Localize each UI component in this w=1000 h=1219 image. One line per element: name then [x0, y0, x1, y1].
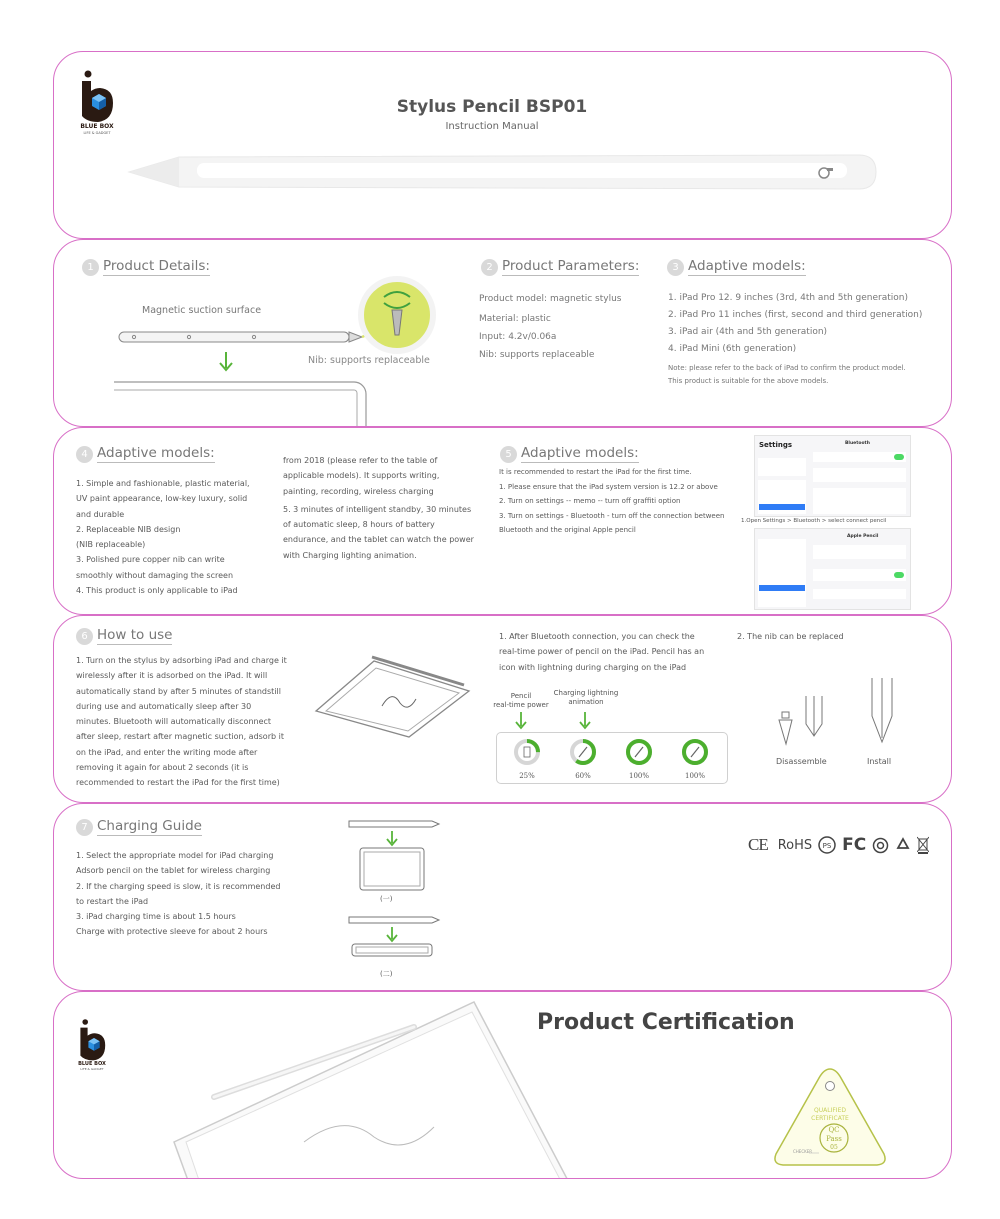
settings-screenshot-2	[754, 528, 911, 610]
header-panel	[53, 51, 952, 239]
battery-icon	[524, 747, 530, 757]
badge-stamp: 05	[830, 1144, 838, 1151]
step-two-label: (二)	[380, 970, 393, 978]
battery-levels-box	[496, 732, 728, 784]
certification-marks	[748, 835, 929, 855]
specs-panel	[53, 239, 952, 427]
nib-label: Nib: supports replaceable	[308, 355, 430, 366]
model-item: 1. iPad Pro 12. 9 inches (3rd, 4th and 5th generation)	[668, 293, 909, 303]
certification-logo	[74, 1018, 110, 1074]
recycle-icon	[895, 837, 911, 853]
badge-footer: CHECKER	[793, 1149, 813, 1154]
model-item: 3. iPad air (4th and 5th generation)	[668, 327, 828, 337]
parameters-heading: 2 Product Parameters:	[481, 258, 639, 276]
nib-illustration	[774, 676, 904, 751]
features-col2: from 2018 (please refer to the table of applicable models). It supports writing, painting, recording, wireless charging 5. 3 minutes of intelligent standby, 30 minutes of automatic sleep, 8 hours of battery endurance, and the tablet can watch the power with Charging lighting animation.	[283, 456, 474, 560]
badge-line: CERTIFICATE	[811, 1115, 849, 1122]
features-heading: 4 Adaptive models:	[76, 445, 215, 463]
parameter-line: Product model: magnetic stylus	[479, 294, 622, 304]
pencil-icon	[579, 747, 587, 757]
apple-pencil-title: Apple Pencil	[847, 534, 879, 539]
brand-tagline: LIFE & GADGET	[83, 131, 111, 135]
charging-illustration	[344, 816, 454, 971]
features-col1: 1. Simple and fashionable, plastic material, UV paint appearance, low-key luxury, solid and durable 2. Replaceable NIB design (NIB replaceable) 3. Polished pure copper nib can write smoothly without damaging the screen 4. This product is only applicable to iPad	[76, 479, 250, 596]
rohs-mark: RoHS	[777, 837, 813, 853]
bluetooth-title: Bluetooth	[845, 441, 870, 446]
fc-mark: FC	[842, 835, 867, 855]
disassemble-label: Disassemble	[776, 757, 827, 766]
energy-icon	[872, 837, 889, 854]
product-details-heading: 1 Product Details:	[82, 258, 210, 276]
battery-level-label: 25%	[519, 772, 535, 780]
charging-panel	[53, 803, 952, 991]
battery-level-label: 100%	[684, 772, 706, 780]
battery-level-ring	[628, 741, 650, 780]
parameter-line: Input: 4.2v/0.06a	[479, 332, 557, 342]
parameter-line: Nib: supports replaceable	[479, 350, 595, 360]
magnetic-label: Magnetic suction surface	[142, 305, 262, 316]
model-note: This product is suitable for the above models.	[668, 377, 829, 385]
model-note: Note: please refer to the back of iPad to confirm the product model.	[668, 364, 906, 372]
setup-heading: 5 Adaptive models:	[500, 445, 639, 463]
install-label: Install	[867, 757, 892, 766]
tablet-certification-illustration	[154, 992, 574, 1179]
how-to-use-text: 1. Turn on the stylus by adsorbing iPad and charge it wirelessly after it is adsorbed on the iPad. It will automatically stand by after 5 minutes of standstill during use and automatically sleep after 30 minutes. Bluetooth will automatically disconnect after sleep, restart after magnetic suction, adsorb it on the iPad, and enter the writing mode after removing it again for about 2 seconds (it is recommended to restart the iPad for the first time)	[76, 656, 287, 788]
badge-stamp: QC	[828, 1126, 840, 1134]
brand-name: BLUE BOX	[78, 1061, 106, 1067]
svg-text:PS: PS	[822, 842, 832, 850]
charging-label: Charging lightning animation	[553, 689, 619, 706]
charging-heading: 7 Charging Guide	[76, 818, 202, 836]
battery-level-rings	[497, 733, 727, 783]
stylus-illustration	[124, 149, 884, 195]
bluetooth-toggle	[894, 454, 904, 460]
brand-name: BLUE BOX	[80, 123, 114, 130]
battery-level-label: 60%	[575, 772, 591, 780]
how-to-use-heading: 6 How to use	[76, 627, 172, 645]
certification-panel	[53, 991, 952, 1179]
indicator-arrows	[509, 710, 609, 732]
badge-line: QUALIFIED	[814, 1107, 846, 1114]
brand-tagline: LIFE & GADGET	[80, 1067, 104, 1071]
settings-screenshot-1	[754, 435, 911, 517]
pse-icon	[818, 836, 836, 854]
bluetooth-text: 1. After Bluetooth connection, you can check the real-time power of pencil on the iPad. Pencil has an icon with lightning during charging on the iPad	[499, 632, 705, 672]
settings-title: Settings	[759, 441, 793, 449]
page-title: Stylus Pencil BSP01	[396, 97, 588, 117]
page-subtitle: Instruction Manual	[445, 121, 539, 132]
tablet-illustration	[304, 651, 474, 741]
features-panel	[53, 427, 952, 615]
how-to-use-panel	[53, 615, 952, 803]
screenshot-caption: 1.Open Settings > Bluetooth > select connect pencil	[741, 518, 887, 524]
setup-steps: It is recommended to restart the iPad for the first time. 1. Please ensure that the iPad system version is 12.2 or above 2. Turn on settings -- memo -- turn off graffiti option 3. Turn on settings - Bluetooth - turn off the connection between Bluetooth and the original Apple pencil	[499, 468, 725, 534]
badge-stamp: Pass	[826, 1135, 842, 1143]
qc-badge-icon	[771, 1066, 889, 1171]
model-item: 4. iPad Mini (6th generation)	[668, 344, 797, 354]
parameter-line: Material: plastic	[479, 314, 551, 324]
battery-level-ring	[516, 741, 538, 780]
adaptive-models-heading: 3 Adaptive models:	[667, 258, 806, 276]
battery-level-label: 100%	[628, 772, 650, 780]
weee-bin-icon	[917, 836, 929, 854]
battery-level-ring	[572, 741, 594, 780]
charging-text: 1. Select the appropriate model for iPad charging Adsorb pencil on the tablet for wireless charging 2. If the charging speed is slow, it is recommended to restart the iPad 3. iPad charging time is about 1.5 hours Charge with protective sleeve for about 2 hours	[76, 851, 281, 937]
step-one-label: (一)	[380, 895, 393, 903]
pencil-icon	[691, 747, 699, 757]
battery-level-ring	[684, 741, 706, 780]
ce-mark: CE	[748, 835, 768, 854]
stylus-side-illustration	[114, 275, 444, 427]
parameters-list	[479, 290, 621, 364]
model-item: 2. iPad Pro 11 inches (first, second and third generation)	[668, 310, 923, 320]
pencil-toggle	[894, 572, 904, 578]
adaptive-models-list	[668, 290, 922, 388]
nib-replace-text: 2. The nib can be replaced	[737, 632, 844, 641]
pencil-icon	[635, 747, 643, 757]
power-label: Pencil real-time power	[493, 692, 549, 709]
certification-title: Product Certification	[537, 1010, 795, 1035]
